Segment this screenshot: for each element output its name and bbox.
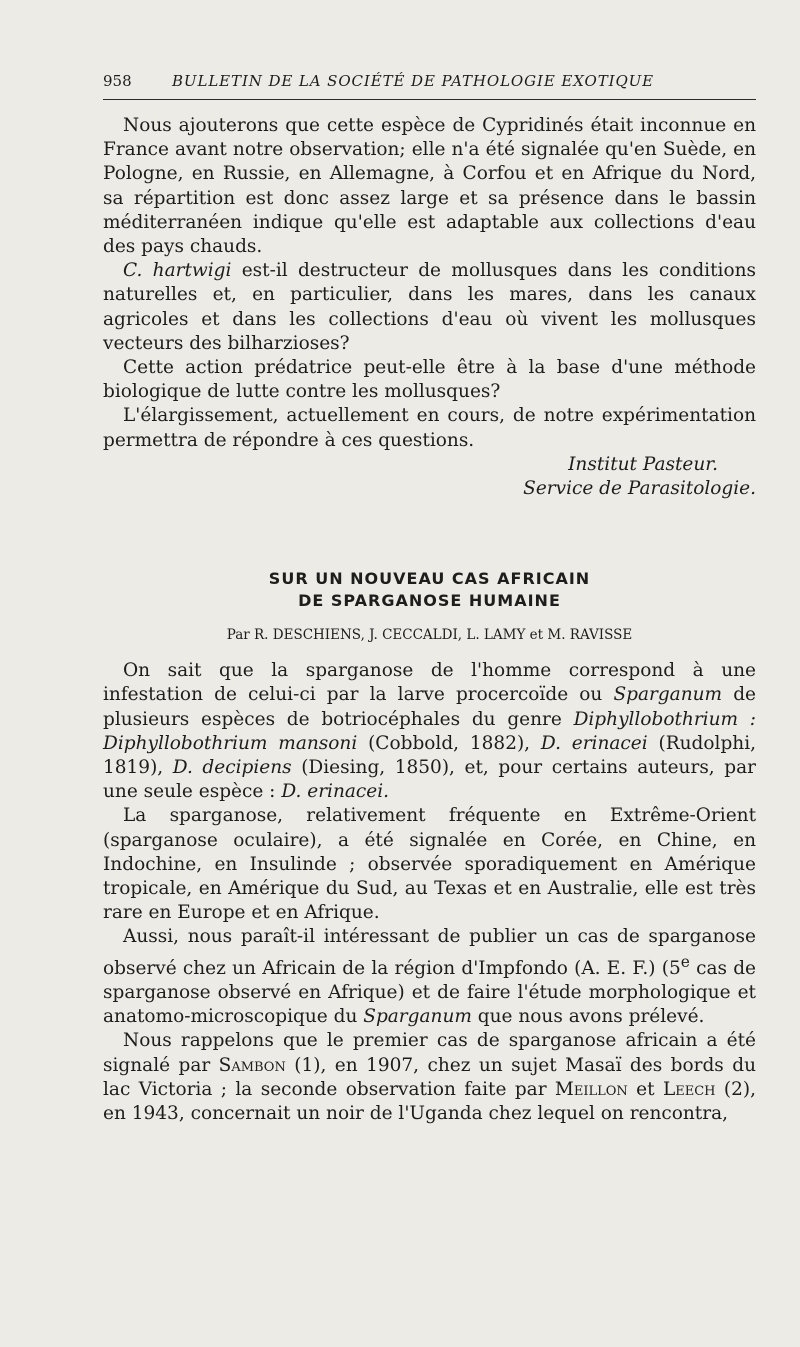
page-number: 958 — [103, 72, 132, 90]
article-title-line-1: SUR UN NOUVEAU CAS AFRICAIN — [268, 569, 591, 589]
intro-paragraph-4: L'élargissement, actuellement en cours, de notre expérimentation permettra de répondre à ces questions. — [103, 405, 756, 451]
article-paragraph-2: La sparganose, relativement fréquente en Extrême-Orient (sparganose oculaire), a été signalée en Corée, en Chine, en Indochine, en Insulinde ; observée sporadiquement en Amérique tropicale, en Amérique du Sud, au Texas et en Australie, elle est très rare en Europe et en Afrique. — [103, 805, 756, 924]
article-authors: Par R. DESCHIENS, J. CECCALDI, L. LAMY et M. RAVISSE — [226, 627, 633, 644]
author-citation-meillon: Meillon — [554, 1078, 628, 1100]
article-paragraph-3: Aussi, nous paraît-il intéressant de publier un cas de sparganose observé chez un Africain de la région d'Impfondo (A. E. F.) (5e cas de sparganose observé en Afrique) et de faire l'étude morphologique et anatomo-microscopique du Sparganum que nous avons prélevé. — [103, 926, 757, 1028]
running-head — [103, 70, 756, 92]
article-paragraph-4: Nous rappelons que le premier cas de sparganose africain a été signalé par Sambon (1), en 1907, chez un sujet Masaï des bords du lac Victoria ; la seconde observation faite par Meillon et Leech (2), en 1943, concernait un noir de l'Uganda chez lequel on rencontra, — [103, 1030, 756, 1125]
intro-paragraph-1: Nous ajouterons que cette espèce de Cypridinés était inconnue en France avant notre observation; elle n'a été signalée qu'en Suède, en Pologne, en Russie, en Allemagne, à Corfou et en Afrique du Nord, sa répartition est donc assez large et sa présence dans le bassin méditerranéen indique qu'elle est adaptable aux collections d'eau des pays chauds. — [103, 115, 756, 258]
intro-paragraph-3: Cette action prédatrice peut-elle être à la base d'une méthode biologique de lutte contre les mollusques? — [103, 357, 756, 403]
author-citation-sambon: Sambon — [218, 1054, 286, 1076]
article-title — [103, 568, 756, 612]
intro-paragraph-2: C. hartwigi est-il destructeur de mollusques dans les conditions naturelles et, en particulier, dans les mares, dans les canaux agricoles et dans les collections d'eau où vivent les mollusques vecteurs des bilharzioses? — [103, 260, 756, 354]
article-paragraph-1: On sait que la sparganose de l'homme correspond à une infestation de celui-ci par la larve procercoïde ou Sparganum de plusieurs espèces de botriocéphales du genre Diphyllobothrium : Diphyllobothrium mansoni (Cobbold, 1882), D. erinacei (Rudolphi, 1819), D. decipiens (Diesing, 1850), et, pour certains auteurs, par une seule espèce : D. erinacei. — [103, 660, 757, 803]
article-body — [103, 114, 756, 1126]
author-citation-leech: Leech — [662, 1078, 716, 1100]
signature-service: Service de Parasitologie. — [523, 478, 756, 500]
header-rule — [103, 99, 756, 100]
article-title-line-2: DE SPARGANOSE HUMAINE — [298, 591, 561, 611]
affiliation-signature — [103, 453, 756, 501]
species-name: C. hartwigi — [123, 260, 232, 282]
journal-title: BULLETIN DE LA SOCIÉTÉ DE PATHOLOGIE EXOTIQUE — [172, 72, 655, 90]
signature-institute: Institut Pasteur. — [568, 453, 718, 475]
